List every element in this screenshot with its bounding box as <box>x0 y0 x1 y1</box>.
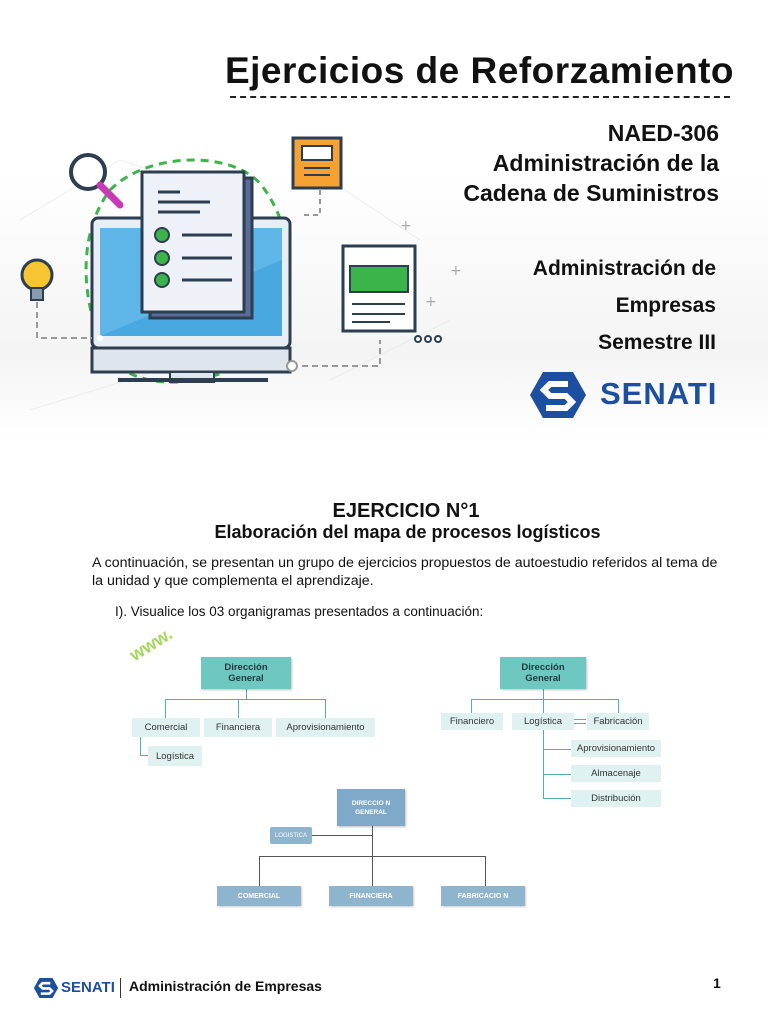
watermark-text: www. <box>126 623 176 665</box>
footer-text: Administración de Empresas <box>129 978 322 994</box>
org1-item: Financiera <box>204 718 272 737</box>
footer-divider <box>120 978 121 998</box>
org2-item: Logística <box>512 713 574 730</box>
document-title: Ejercicios de Reforzamiento <box>224 50 734 91</box>
course-name-line1: Administración de la <box>492 150 719 176</box>
senati-emblem-icon <box>33 976 59 1000</box>
org2-sub: Almacenaje <box>571 765 661 782</box>
exercise-subtitle: Elaboración del mapa de procesos logísticos <box>214 522 601 542</box>
computer-checklist-illustration <box>0 120 470 430</box>
course-info <box>463 118 719 208</box>
exercise-intro: A continuación, se presentan un grupo de ejercicios propuestos de autoestudio referidos al tema de la unidad y que complementa el aprendizaje. <box>92 555 718 589</box>
semester-label: Semestre III <box>598 331 716 354</box>
title-divider <box>230 96 730 98</box>
footer-brand: SENATI <box>61 979 115 996</box>
org3-item: FINANCIERA <box>329 886 413 906</box>
svg-text:+: + <box>425 294 437 310</box>
exercise-instruction: I). Visualice los 03 organigramas presentados a continuación: <box>115 604 484 619</box>
career-info <box>533 250 716 361</box>
org2-item: Financiero <box>441 713 503 730</box>
org3-item: FABRICACIO N <box>441 886 525 906</box>
org3-staff: LOGISTICA <box>270 827 312 844</box>
svg-text:+: + <box>400 218 412 234</box>
org2-head: Dirección General <box>500 657 586 689</box>
org2-item: Fabricación <box>587 713 649 730</box>
org2-sub: Distribución <box>571 790 661 807</box>
career-line2: Empresas <box>615 294 716 317</box>
org3-item: COMERCIAL <box>217 886 301 906</box>
org1-item: Aprovisionamiento <box>276 718 375 737</box>
page-number: 1 <box>713 975 721 991</box>
career-line1: Administración de <box>532 257 716 280</box>
course-code: NAED-306 <box>607 120 719 146</box>
org1-head: Dirección General <box>201 657 291 689</box>
course-name-line2: Cadena de Suministros <box>463 180 719 206</box>
org1-sub: Logística <box>148 746 202 766</box>
senati-wordmark: SENATI <box>600 376 718 411</box>
org2-sub: Aprovisionamiento <box>571 740 661 757</box>
svg-text:+: + <box>450 263 462 279</box>
org3-head: DIRECCIO N GENERAL <box>337 789 405 826</box>
footer-senati-logo <box>33 976 123 1000</box>
senati-emblem-icon <box>528 370 588 420</box>
exercise-title: EJERCICIO N°1 <box>332 500 480 522</box>
org1-item: Comercial <box>132 718 200 737</box>
senati-logo <box>528 370 728 420</box>
